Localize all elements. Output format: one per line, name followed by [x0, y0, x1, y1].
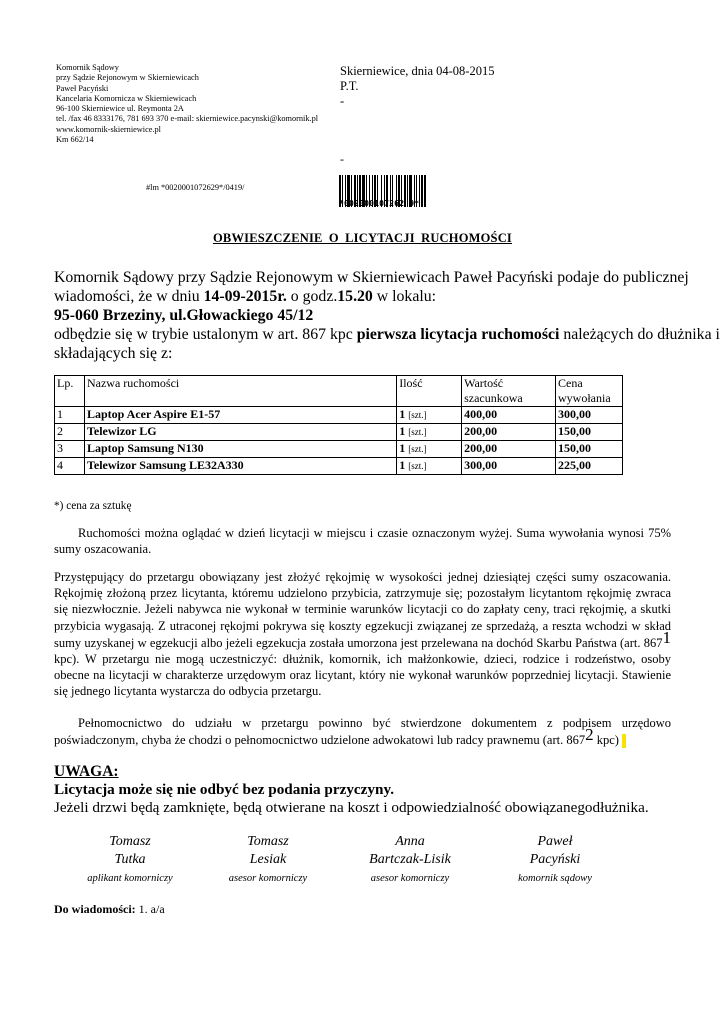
- row-price: 300,00: [556, 407, 623, 424]
- qty-value: 1: [399, 441, 406, 455]
- row-lp: 2: [55, 424, 85, 441]
- row-qty: [397, 407, 462, 424]
- signatory-first-name: Tomasz: [109, 834, 151, 849]
- signatory-last-name: Pacyński: [529, 852, 581, 867]
- case-number: Km 662/14: [56, 135, 94, 145]
- items-table: [54, 375, 623, 475]
- header-text: wywołania: [558, 391, 611, 405]
- intro-text: wiadomości, że w dniu: [54, 288, 204, 305]
- intro-line: [54, 325, 720, 344]
- table-row: [55, 458, 623, 475]
- table-row: [55, 441, 623, 458]
- row-lp: 4: [55, 458, 85, 475]
- signatory-first-name: Anna: [395, 834, 425, 849]
- intro-paragraph: [54, 268, 720, 363]
- distribution-label: Do wiadomości:: [54, 902, 136, 916]
- recipient-dash: -: [340, 152, 344, 166]
- signature-block: [198, 833, 338, 884]
- header-text: Cena: [558, 376, 583, 390]
- notice-line: Licytacja może się nie odbyć bez podania przyczyny.: [54, 781, 394, 798]
- sender-line: przy Sądzie Rejonowym w Skierniewicach: [56, 73, 199, 83]
- notice-heading: UWAGA:: [54, 763, 119, 780]
- paragraph-text: Pełnomocnictwo do udziału w przetargu powinno być stwierdzone dokumentem z podpisem urzędowo poświadczonym, chyba że chodzi o pełnomocnictwo udzielone adwokatowi lub radcy prawnemu (art. 867: [54, 716, 671, 748]
- barcode-number: *002000107262 9*: [339, 199, 420, 208]
- auction-type: pierwsza licytacja ruchomości: [356, 326, 560, 343]
- header-text: szacunkowa: [464, 391, 523, 405]
- intro-text: należących do dłużnika i: [559, 326, 720, 343]
- notice-line: Jeżeli drzwi będą zamknięte, będą otwierane na koszt i odpowiedzialność obowiązanegodłużnika.: [54, 799, 649, 816]
- row-qty: [397, 424, 462, 441]
- signatory-first-name: Tomasz: [247, 834, 289, 849]
- intro-line: [54, 287, 676, 306]
- intro-text: odbędzie się w trybie ustalonym w art. 867 kpc: [54, 326, 357, 343]
- qty-unit: [szt.]: [408, 427, 427, 437]
- col-qty-header: Ilość: [397, 376, 462, 407]
- distribution-value: 1. a/a: [135, 902, 165, 916]
- signatory-last-name: Bartczak-Lisik: [369, 852, 451, 867]
- signatory-last-name: Tutka: [114, 852, 146, 867]
- superscript: 1: [662, 627, 671, 647]
- row-qty: [397, 441, 462, 458]
- power-of-attorney-paragraph: [54, 715, 671, 748]
- row-item-name: Telewizor LG: [84, 424, 396, 441]
- sender-line: tel. /fax 46 8333176, 781 693 370 e-mail: skierniewice.pacynski@komornik.pl: [56, 114, 319, 124]
- place-date: Skierniewice, dnia 04-08-2015: [340, 64, 495, 78]
- signatory-last-name: Lesiak: [249, 852, 287, 867]
- distribution-list: [54, 902, 165, 917]
- auction-time: 15.20: [337, 288, 373, 305]
- row-value: 300,00: [462, 458, 556, 475]
- col-name-header: Nazwa ruchomości: [84, 376, 396, 407]
- signature-block: [485, 833, 625, 884]
- signatory-role: asesor komorniczy: [228, 873, 308, 884]
- row-price: 225,00: [556, 458, 623, 475]
- row-item-name: Laptop Acer Aspire E1-57: [84, 407, 396, 424]
- row-lp: 3: [55, 441, 85, 458]
- reference-code: #lm *0020001072629*/0419/: [146, 183, 245, 192]
- col-value-header: [462, 376, 556, 407]
- sender-block: [56, 63, 318, 145]
- footnote: *) cena za sztukę: [54, 500, 132, 512]
- sender-line: Komornik Sądowy: [56, 63, 119, 72]
- auction-date: 14-09-2015r.: [203, 288, 287, 305]
- sender-line: www.komornik-skierniewice.pl: [56, 124, 161, 134]
- document-title: OBWIESZCZENIE O LICYTACJI RUCHOMOŚCI: [212, 231, 512, 245]
- header-text: Wartość: [464, 376, 504, 390]
- intro-text: o godz.: [286, 288, 338, 305]
- qty-value: 1: [399, 407, 406, 421]
- auction-address: 95-060 Brzeziny, ul.Głowackiego 45/12: [54, 307, 314, 324]
- qty-value: 1: [399, 424, 406, 438]
- col-lp-header: Lp.: [55, 376, 85, 407]
- viewing-paragraph: Ruchomości można oglądać w dzień licytacji w miejscu i czasie oznaczonym wyżej. Suma wywołania wynosi 75% sumy oszacowania.: [54, 526, 671, 557]
- highlight-mark: [622, 734, 626, 748]
- signature-block: [340, 833, 480, 884]
- sender-line: 96-100 Skierniewice ul. Reymonta 2A: [56, 104, 184, 114]
- table-row: [55, 407, 623, 424]
- row-price: 150,00: [556, 441, 623, 458]
- signatory-role: komornik sądowy: [518, 873, 592, 884]
- table-row: [55, 424, 623, 441]
- recipient-dash: -: [340, 94, 345, 108]
- row-lp: 1: [55, 407, 85, 424]
- auction-location: [54, 306, 676, 325]
- row-qty: [397, 458, 462, 475]
- table-header-row: [55, 376, 623, 407]
- row-item-name: Laptop Samsung N130: [84, 441, 396, 458]
- paragraph-text: Przystępujący do przetargu obowiązany jest złożyć rękojmię w wysokości jednej dziesiątej części sumy oszacowania. Rękojmię złożoną przez licytanta, któremu udzielono przybicia, zatrzymuje się; pozostałym licytantom rękojmię zwraca się niezwłocznie. Jeżeli nabywca nie wykonał w terminie warunków licytacji co do zapłaty ceny, traci rękojmię, a skutki przybicia wygasają. Z utraconej rękojmi pokrywa się koszty egzekucji związanej ze sprzedażą, a reszta wchodzi w skład sumy uzyskanej w egzekucji albo jeżeli egzekucja została umorzona jest przelewana na dochód Skarbu Państwa (art. 867: [54, 570, 671, 650]
- signatory-role: aplikant komorniczy: [87, 873, 173, 884]
- intro-line: Komornik Sądowy przy Sądzie Rejonowym w Skierniewicach Paweł Pacyński podaje do publicznej: [54, 269, 689, 286]
- row-price: 150,00: [556, 424, 623, 441]
- superscript: 2: [585, 725, 594, 745]
- paragraph-text: kpc): [593, 733, 619, 748]
- recipient-block: [340, 64, 494, 109]
- row-value: 200,00: [462, 441, 556, 458]
- row-value: 200,00: [462, 424, 556, 441]
- signatory-first-name: Paweł: [537, 834, 573, 849]
- row-item-name: Telewizor Samsung LE32A330: [84, 458, 396, 475]
- col-price-header: [556, 376, 623, 407]
- qty-unit: [szt.]: [408, 410, 427, 420]
- qty-value: 1: [399, 458, 406, 472]
- qty-unit: [szt.]: [408, 461, 427, 471]
- sender-line: Kancelaria Komornicza w Skierniewicach: [56, 93, 197, 103]
- qty-unit: [szt.]: [408, 444, 427, 454]
- deposit-paragraph: [54, 569, 671, 700]
- intro-line: składających się z:: [54, 345, 173, 362]
- row-value: 400,00: [462, 407, 556, 424]
- recipient-pt: P.T.: [340, 79, 359, 93]
- signature-block: [60, 833, 200, 884]
- paragraph-text: kpc). W przetargu nie mogą uczestniczyć: dłużnik, komornik, ich małżonkowie, dzieci, rodzice i rodzeństwo, osoby obecne na licytacji w charakterze urzędowym oraz licytant, który nie wykonał warunków poprzedniej licytacji. Stawienie się jednego licytanta wystarcza do odbycia przetargu.: [54, 652, 671, 699]
- sender-line: Paweł Pacyński: [56, 83, 109, 93]
- signatory-role: asesor komorniczy: [370, 873, 450, 884]
- intro-text: w lokalu:: [372, 288, 437, 305]
